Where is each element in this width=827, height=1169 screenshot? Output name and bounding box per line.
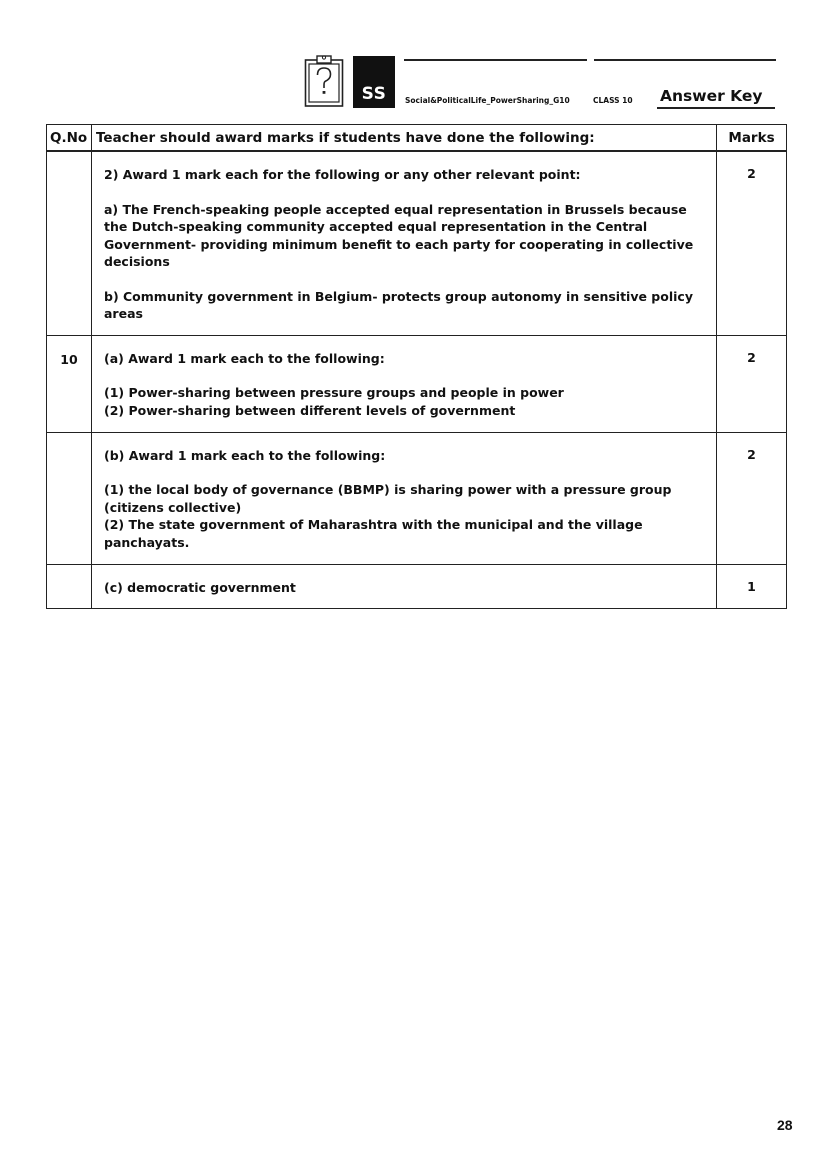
criteria-paragraph: (a) Award 1 mark each to the following: xyxy=(104,350,385,366)
marks-value: 2 xyxy=(717,151,787,335)
answer-key-table xyxy=(46,124,787,609)
file-label: Social&PoliticalLife_PowerSharing_G10 xyxy=(405,96,570,105)
table-row xyxy=(47,335,787,432)
class-label: CLASS 10 xyxy=(593,96,633,105)
criteria-paragraph: (c) democratic government xyxy=(104,579,296,595)
page-number: 28 xyxy=(777,1117,793,1133)
question-number: 10 xyxy=(47,335,92,432)
document-type-title: Answer Key xyxy=(660,87,763,105)
header-rule-right xyxy=(594,59,776,61)
marks-value: 2 xyxy=(717,335,787,432)
table-row xyxy=(47,151,787,335)
criteria-column-header: Teacher should award marks if students have done the following: xyxy=(92,125,717,152)
marks-column-header: Marks xyxy=(717,125,787,152)
title-underline xyxy=(657,107,775,109)
answer-criteria xyxy=(92,335,717,432)
answer-criteria xyxy=(92,564,717,609)
subject-badge: SS xyxy=(353,56,395,108)
table-header-row xyxy=(47,125,787,152)
table-row xyxy=(47,432,787,564)
marks-value: 2 xyxy=(717,432,787,564)
criteria-paragraph: (1) Power-sharing between pressure groups and people in power (2) Power-sharing between different levels of government xyxy=(104,385,564,418)
criteria-paragraph: a) The French-speaking people accepted equal representation in Brussels because the Dutch-speaking community accepted equal representation in the Central Government- providing minimum benefit to each party for cooperating in collective decisions xyxy=(104,201,694,269)
table-row xyxy=(47,564,787,609)
criteria-paragraph: 2) Award 1 mark each for the following or any other relevant point: xyxy=(104,167,581,182)
page-header xyxy=(0,0,827,120)
criteria-paragraph: (b) Award 1 mark each to the following: xyxy=(104,447,386,463)
qno-column-header: Q.No xyxy=(47,125,92,152)
question-number xyxy=(47,151,92,335)
marks-value: 1 xyxy=(717,564,787,609)
criteria-paragraph: b) Community government in Belgium- protects group autonomy in sensitive policy areas xyxy=(104,288,693,321)
question-number xyxy=(47,564,92,609)
answer-criteria xyxy=(92,151,717,335)
header-rule-left xyxy=(404,59,587,61)
question-number xyxy=(47,432,92,564)
clipboard-question-icon xyxy=(304,54,344,108)
criteria-paragraph: (1) the local body of governance (BBMP) is sharing power with a pressure group (citizens collective) (2) The state government of Maharashtra with the municipal and the village panchayats. xyxy=(104,482,672,550)
answer-criteria xyxy=(92,432,717,564)
